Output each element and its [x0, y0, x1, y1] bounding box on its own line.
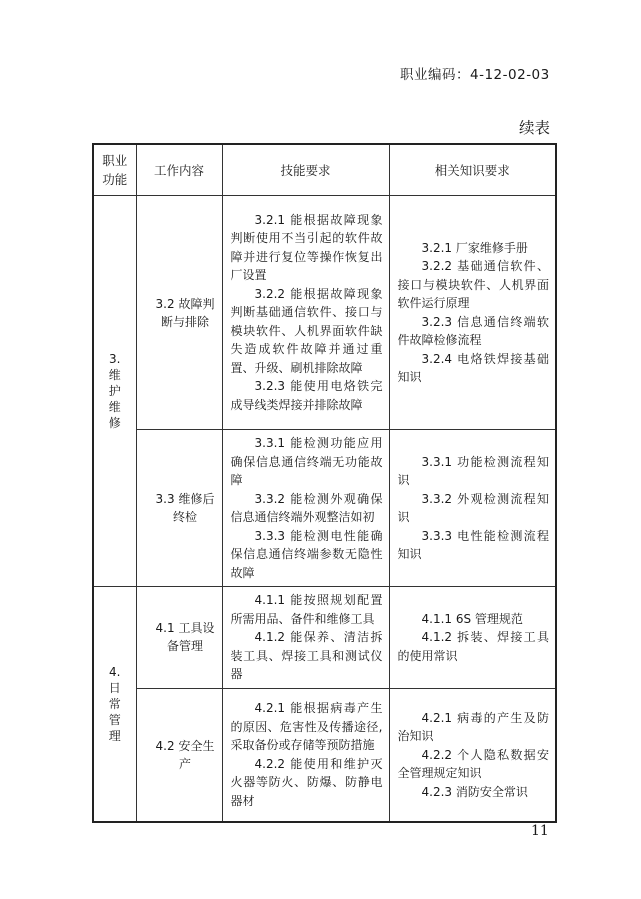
- knowledge-item: 4.1.2 拆装、焊接工具的使用常识: [397, 630, 549, 663]
- knowledge-cell: [389, 430, 556, 587]
- skill-cell: [222, 587, 389, 689]
- knowledge-cell: [389, 587, 556, 689]
- skill-item: 3.2.1 能根据故障现象判断使用不当引起的软件故障并进行复位等操作恢复出厂设置: [230, 212, 383, 283]
- function-cell: [93, 196, 136, 587]
- function-name: 日常管理: [108, 681, 121, 743]
- table-row: [93, 196, 556, 430]
- table-row: [93, 430, 556, 587]
- skill-item: 3.2.2 能根据故障现象判断基础通信软件、接口与模块软件、人机界面软件缺失造成软件故障并通过重置、升级、刷机排除故障: [230, 286, 383, 375]
- skill-item: 3.3.2 能检测外观确保信息通信终端外观整洁如初: [230, 491, 383, 524]
- knowledge-cell: [389, 196, 556, 430]
- function-cell: [93, 587, 136, 823]
- table-header-row: [93, 144, 556, 196]
- knowledge-item: 4.2.2 个人隐私数据安全管理规定知识: [397, 747, 549, 780]
- skill-item: 3.3.3 能检测电性能确保信息通信终端参数无隐性故障: [230, 528, 383, 580]
- skill-item: 3.3.1 能检测功能应用确保信息通信终端无功能故障: [230, 436, 383, 487]
- knowledge-item: 3.2.3 信息通信终端软件故障检修流程: [397, 314, 549, 347]
- skill-item: 4.1.1 能按照规划配置所需用品、备件和维修工具: [230, 593, 383, 626]
- knowledge-item: 3.2.4 电烙铁焊接基础知识: [397, 351, 549, 384]
- knowledge-item: 3.2.1 厂家维修手册: [421, 240, 528, 255]
- skill-item: 4.1.2 能保养、清洁拆装工具、焊接工具和测试仪器: [230, 630, 383, 681]
- page-number: 11: [531, 823, 549, 839]
- skill-item: 3.2.3 能使用电烙铁完成导线类焊接并排除故障: [230, 379, 383, 412]
- knowledge-item: 4.1.1 6S 管理规范: [421, 611, 523, 626]
- skill-cell: [222, 196, 389, 430]
- knowledge-item: 3.3.1 功能检测流程知识: [397, 454, 549, 487]
- table-row: [93, 688, 556, 822]
- skill-cell: [222, 688, 389, 822]
- work-content-cell: 4.2 安全生产: [136, 688, 222, 822]
- continued-label: 续表: [519, 119, 551, 137]
- header-work: 工作内容: [136, 144, 222, 196]
- work-content-cell: 3.2 故障判断与排除: [136, 196, 222, 430]
- skill-item: 4.2.2 能使用和维护灭火器等防火、防爆、防静电器材: [230, 756, 383, 808]
- function-number: 4.: [109, 665, 121, 679]
- function-number: 3.: [109, 352, 121, 366]
- header-function: 职业功能: [93, 144, 136, 196]
- occupation-code: 职业编码：4-12-02-03: [400, 67, 550, 83]
- function-name: 维护维修: [108, 368, 121, 430]
- skill-item: 4.2.1 能根据病毒产生的原因、危害性及传播途径,采取备份或存储等预防措施: [230, 701, 383, 753]
- table-row: [93, 587, 556, 689]
- skill-cell: [222, 430, 389, 587]
- work-content-cell: 3.3 维修后终检: [136, 430, 222, 587]
- knowledge-cell: [389, 688, 556, 822]
- knowledge-item: 4.2.3 消防安全常识: [421, 784, 528, 799]
- skills-table: [92, 143, 557, 823]
- knowledge-item: 3.3.2 外观检测流程知识: [397, 491, 549, 524]
- knowledge-item: 3.2.2 基础通信软件、接口与模块软件、人机界面软件运行原理: [397, 259, 549, 310]
- work-content-cell: 4.1 工具设备管理: [136, 587, 222, 689]
- header-knowledge: 相关知识要求: [389, 144, 556, 196]
- knowledge-item: 4.2.1 病毒的产生及防治知识: [397, 710, 549, 743]
- knowledge-item: 3.3.3 电性能检测流程知识: [397, 528, 549, 561]
- header-skill: 技能要求: [222, 144, 389, 196]
